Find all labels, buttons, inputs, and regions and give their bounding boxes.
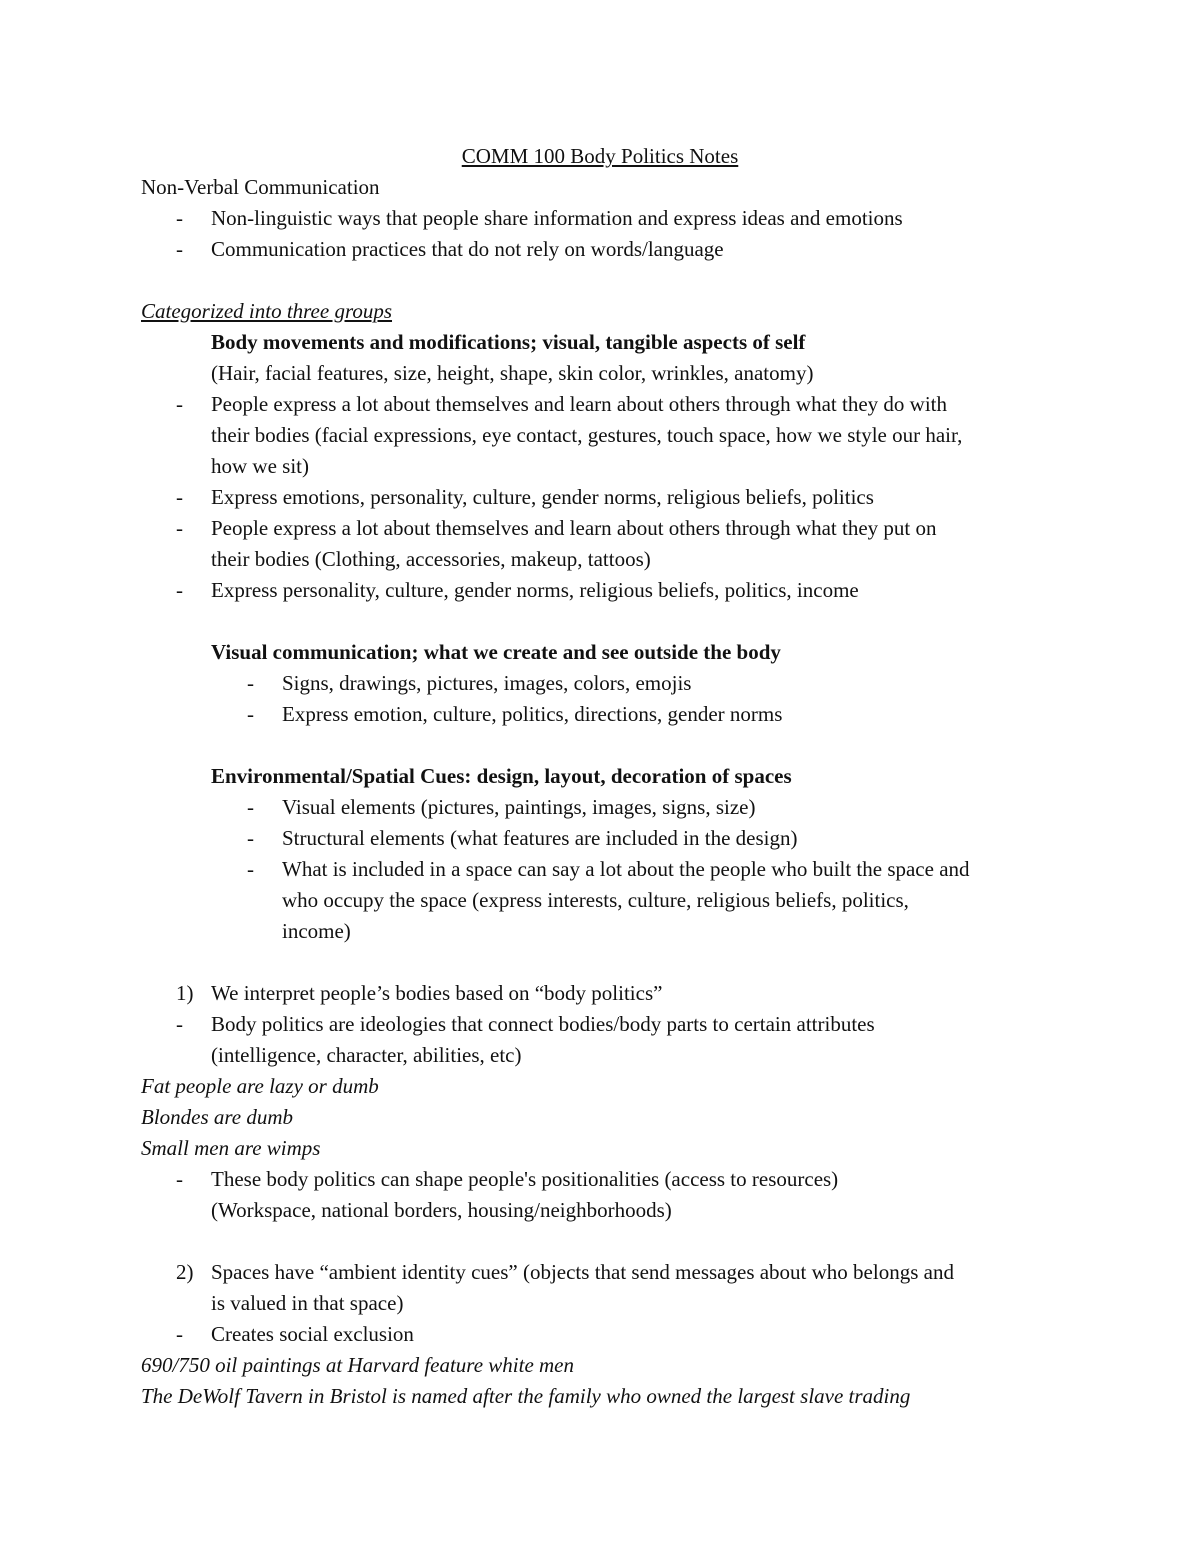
example-text: Small men are wimps	[141, 1136, 321, 1160]
bullet-text: Structural elements (what features are included in the design)	[282, 826, 798, 850]
subsection-note: (Hair, facial features, size, height, shape, skin color, wrinkles, anatomy)	[211, 361, 814, 385]
section-heading-categories: Categorized into three groups	[141, 299, 393, 323]
bullet-text: Creates social exclusion	[211, 1322, 414, 1346]
list-number: 2)	[176, 1260, 194, 1284]
bullet-text-continued: income)	[282, 919, 351, 943]
numbered-item-text: We interpret people’s bodies based on “body politics”	[211, 981, 663, 1005]
bullet-dash: -	[247, 795, 254, 819]
bullet-text: Non-linguistic ways that people share information and express ideas and emotions	[211, 206, 903, 230]
subsection-heading-visual: Visual communication; what we create and see outside the body	[211, 640, 781, 664]
bullet-text-continued: their bodies (Clothing, accessories, makeup, tattoos)	[211, 547, 651, 571]
bullet-text-continued: how we sit)	[211, 454, 309, 478]
bullet-text: Communication practices that do not rely on words/language	[211, 237, 724, 261]
bullet-text: Body politics are ideologies that connect bodies/body parts to certain attributes	[211, 1012, 875, 1036]
section-heading-nonverbal: Non-Verbal Communication	[141, 175, 380, 199]
bullet-dash: -	[176, 206, 183, 230]
bullet-text-continued: (Workspace, national borders, housing/neighborhoods)	[211, 1198, 672, 1222]
bullet-text-continued: (intelligence, character, abilities, etc)	[211, 1043, 522, 1067]
bullet-text: Visual elements (pictures, paintings, images, signs, size)	[282, 795, 756, 819]
example-text: Fat people are lazy or dumb	[141, 1074, 379, 1098]
list-number: 1)	[176, 981, 194, 1005]
bullet-dash: -	[247, 671, 254, 695]
bullet-dash: -	[247, 826, 254, 850]
bullet-text: People express a lot about themselves and learn about others through what they do with	[211, 392, 947, 416]
bullet-text: Signs, drawings, pictures, images, colors, emojis	[282, 671, 692, 695]
bullet-dash: -	[176, 1322, 183, 1346]
bullet-dash: -	[176, 392, 183, 416]
bullet-text: What is included in a space can say a lot about the people who built the space and	[282, 857, 970, 881]
bullet-text-continued: their bodies (facial expressions, eye contact, gestures, touch space, how we style our hair,	[211, 423, 963, 447]
bullet-text-continued: who occupy the space (express interests, culture, religious beliefs, politics,	[282, 888, 909, 912]
example-text: Blondes are dumb	[141, 1105, 294, 1129]
bullet-text: Express emotion, culture, politics, directions, gender norms	[282, 702, 783, 726]
bullet-text: People express a lot about themselves and learn about others through what they put on	[211, 516, 937, 540]
bullet-dash: -	[176, 237, 183, 261]
bullet-dash: -	[176, 1012, 183, 1036]
bullet-text: Express personality, culture, gender norms, religious beliefs, politics, income	[211, 578, 859, 602]
bullet-dash: -	[247, 857, 254, 881]
example-text: The DeWolf Tavern in Bristol is named after the family who owned the largest slave trading	[141, 1384, 911, 1408]
document-title: COMM 100 Body Politics Notes	[461, 144, 739, 168]
bullet-dash: -	[176, 485, 183, 509]
numbered-item-text-continued: is valued in that space)	[211, 1291, 404, 1315]
subsection-heading-body: Body movements and modifications; visual, tangible aspects of self	[211, 330, 806, 354]
bullet-dash: -	[176, 578, 183, 602]
bullet-dash: -	[247, 702, 254, 726]
bullet-dash: -	[176, 516, 183, 540]
bullet-dash: -	[176, 1167, 183, 1191]
bullet-text: Express emotions, personality, culture, gender norms, religious beliefs, politics	[211, 485, 874, 509]
example-text: 690/750 oil paintings at Harvard feature white men	[141, 1353, 575, 1377]
numbered-item-text: Spaces have “ambient identity cues” (objects that send messages about who belongs and	[211, 1260, 954, 1284]
subsection-heading-environmental: Environmental/Spatial Cues: design, layout, decoration of spaces	[211, 764, 792, 788]
bullet-text: These body politics can shape people's positionalities (access to resources)	[211, 1167, 839, 1191]
